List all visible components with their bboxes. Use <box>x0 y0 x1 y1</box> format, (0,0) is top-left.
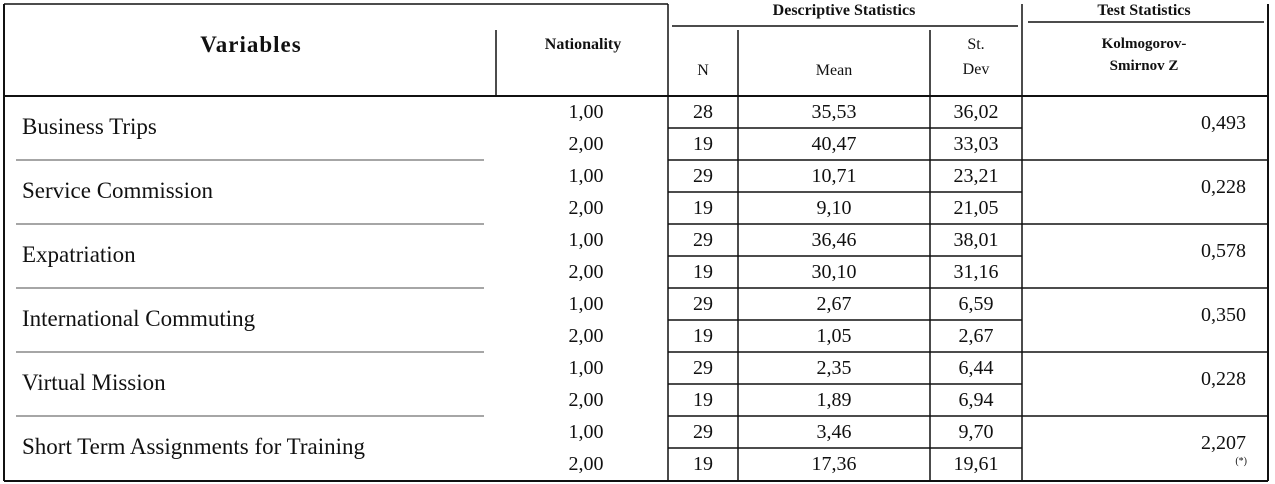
kolmogorov-smirnov-z: 0,228 <box>1201 176 1246 198</box>
n-value: 29 <box>693 357 713 379</box>
st-dev-value: 9,70 <box>958 421 994 443</box>
nationality-value: 1,00 <box>568 421 604 443</box>
n-value: 28 <box>693 101 713 123</box>
header-ks-line2: Smirnov Z <box>1109 58 1179 74</box>
mean-value: 2,67 <box>816 293 852 315</box>
mean-value: 36,46 <box>811 229 857 251</box>
st-dev-value: 6,94 <box>958 389 994 411</box>
variable-label: Service Commission <box>22 178 214 203</box>
header-variables: Variables <box>200 32 302 57</box>
nationality-value: 2,00 <box>568 261 604 283</box>
nationality-value: 2,00 <box>568 453 604 475</box>
st-dev-value: 33,03 <box>953 133 999 155</box>
header-n: N <box>697 62 709 79</box>
nationality-value: 1,00 <box>568 229 604 251</box>
n-value: 29 <box>693 293 713 315</box>
mean-value: 1,05 <box>816 325 852 347</box>
mean-value: 3,46 <box>816 421 852 443</box>
st-dev-value: 31,16 <box>953 261 999 283</box>
n-value: 19 <box>693 197 713 219</box>
header-test-statistics: Test Statistics <box>1097 2 1191 19</box>
n-value: 29 <box>693 421 713 443</box>
st-dev-value: 23,21 <box>953 165 999 187</box>
st-dev-value: 38,01 <box>953 229 999 251</box>
variable-label: Short Term Assignments for Training <box>22 434 365 459</box>
nationality-value: 1,00 <box>568 165 604 187</box>
mean-value: 35,53 <box>811 101 857 123</box>
variable-label: Virtual Mission <box>22 370 166 395</box>
mean-value: 17,36 <box>811 453 857 475</box>
nationality-value: 2,00 <box>568 197 604 219</box>
n-value: 29 <box>693 165 713 187</box>
mean-value: 2,35 <box>816 357 852 379</box>
nationality-value: 2,00 <box>568 133 604 155</box>
header-ks-line1: Kolmogorov- <box>1101 36 1187 52</box>
header-st-dev-line1: St. <box>967 36 985 53</box>
n-value: 19 <box>693 325 713 347</box>
st-dev-value: 19,61 <box>953 453 999 475</box>
nationality-value: 1,00 <box>568 101 604 123</box>
nationality-value: 1,00 <box>568 293 604 315</box>
st-dev-value: 36,02 <box>953 101 999 123</box>
st-dev-value: 6,59 <box>958 293 994 315</box>
mean-value: 9,10 <box>816 197 852 219</box>
header-descriptive-statistics: Descriptive Statistics <box>772 2 916 19</box>
mean-value: 10,71 <box>811 165 857 187</box>
mean-value: 40,47 <box>811 133 857 155</box>
nationality-value: 1,00 <box>568 357 604 379</box>
header-st-dev-line2: Dev <box>962 61 990 78</box>
nationality-value: 2,00 <box>568 389 604 411</box>
st-dev-value: 2,67 <box>958 325 994 347</box>
significance-note: (*) <box>1235 456 1247 467</box>
n-value: 19 <box>693 133 713 155</box>
st-dev-value: 6,44 <box>958 357 994 379</box>
variable-label: Business Trips <box>22 114 157 139</box>
n-value: 19 <box>693 453 713 475</box>
mean-value: 30,10 <box>811 261 857 283</box>
kolmogorov-smirnov-z: 0,228 <box>1201 368 1246 390</box>
mean-value: 1,89 <box>816 389 852 411</box>
n-value: 19 <box>693 389 713 411</box>
kolmogorov-smirnov-z: 0,493 <box>1201 112 1246 134</box>
kolmogorov-smirnov-z: 2,207 <box>1201 432 1246 454</box>
n-value: 29 <box>693 229 713 251</box>
kolmogorov-smirnov-z: 0,350 <box>1201 304 1246 326</box>
header-nationality: Nationality <box>544 36 622 53</box>
variable-label: Expatriation <box>22 242 136 267</box>
st-dev-value: 21,05 <box>953 197 999 219</box>
header-mean: Mean <box>815 62 853 79</box>
n-value: 19 <box>693 261 713 283</box>
nationality-value: 2,00 <box>568 325 604 347</box>
variable-label: International Commuting <box>22 306 256 331</box>
kolmogorov-smirnov-z: 0,578 <box>1201 240 1246 262</box>
